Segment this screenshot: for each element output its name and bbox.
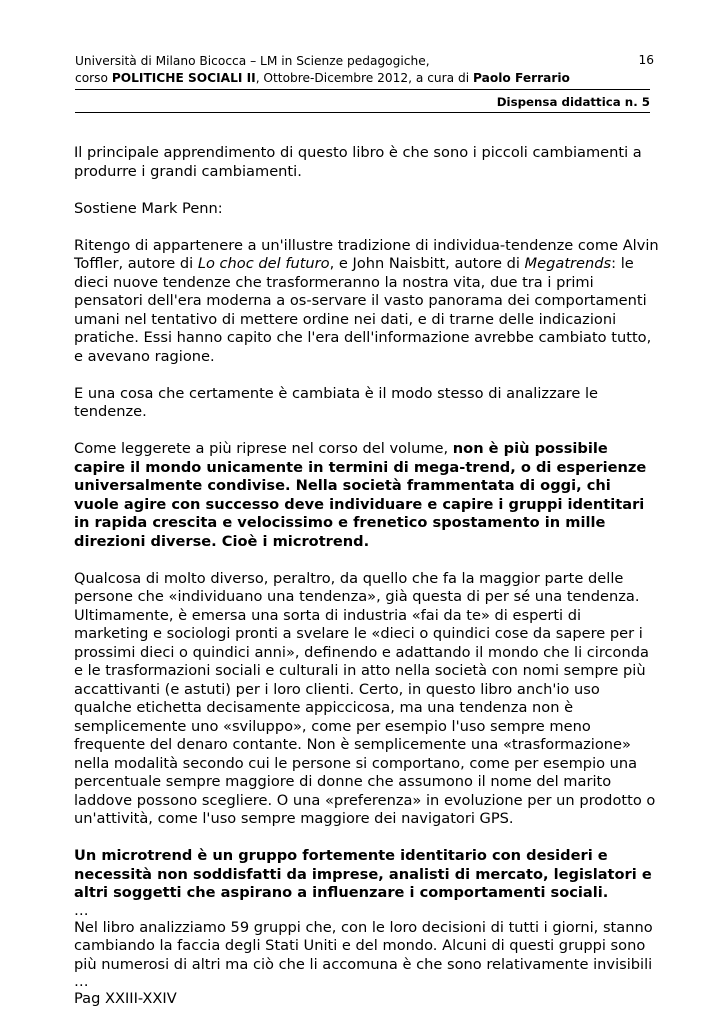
header-bottom-divider: [75, 112, 650, 113]
book-title-megatrends: Megatrends: [524, 255, 612, 272]
paragraph-tradition: [74, 237, 659, 367]
paragraph-microtrend-bold: non è più possibile capire il mondo unicamente in termini di mega-trend, o di esperienze universalmente condivise. Nella società frammentata di oggi, chi vuole agire con successo deve individuare e capire i gruppi identitari in rapida crescita e velocissimo e frenetico spostamento in mille direzioni diverse. Cioè i microtrend.: [74, 440, 647, 550]
paragraph-microtrend: [74, 440, 659, 551]
header-author: Paolo Ferrario: [473, 71, 570, 85]
paragraph-microtrend-lead: Come leggerete a più riprese nel corso del volume,: [74, 440, 453, 457]
ellipsis-2: …: [74, 973, 89, 990]
paragraph-tradition-part2: , e John Naisbitt, autore di: [329, 255, 525, 272]
dispensa-label: Dispensa didattica n. 5: [496, 95, 650, 109]
header-course-line: [75, 70, 665, 87]
header-course-prefix: corso: [75, 71, 112, 85]
header-course-dates: , Ottobre-Dicembre 2012, a cura di: [255, 71, 473, 85]
paragraph-tradition-part1: Ritengo di appartenere a un'illustre tradizione di individua-tendenze come Alvin Toffler, autore di: [74, 236, 659, 272]
paragraph-groups: Nel libro analizziamo 59 gruppi che, con le loro decisioni di tutti i giorni, stanno cambiando la faccia degli Stati Uniti e del mondo. Alcuni di questi gruppi sono più numerosi di altri ma ciò che li accomuna è che sono relativamente invisibili: [74, 918, 653, 973]
microtrend-definition-bold: Un microtrend è un gruppo fortemente identitario con desideri e necessità non soddisfatti da imprese, analisti di mercato, legislatori e altri soggetti che aspirano a influenzare i comportamenti sociali.: [74, 847, 652, 901]
page-reference: Pag XXIII-XXIV: [74, 990, 177, 1007]
header-course-name: POLITICHE SOCIALI II: [111, 71, 256, 85]
paragraph-quote-intro: Sostiene Mark Penn:: [74, 199, 223, 217]
paragraph-intro: Il principale apprendimento di questo libro è che sono i piccoli cambiamenti a produrre i grandi cambiamenti.: [74, 144, 642, 180]
page-number: 16: [638, 53, 654, 67]
page-header: [75, 53, 665, 87]
header-divider: [75, 89, 650, 90]
paragraph-individuate: Qualcosa di molto diverso, peraltro, da quello che fa la maggior parte delle persone che «individuano una tendenza», già questa di per sé una tendenza. Ultimamente, è emersa una sorta di industria «fai da te» di esperti di marketing e sociologi pronti a svelare le «dieci o quindici cose da sapere per i prossimi dieci o quindici anni», definendo e adattando il mondo che li circonda e le trasformazioni sociali e culturali in atto nella società con nomi sempre più accattivanti (e astuti) per i loro clienti. Certo, in questo libro anch'io uso qualche etichetta decisamente appiccicosa, ma una tendenza non è semplicemente uno «sviluppo», come per esempio l'uso sempre meno frequente del denaro contante. Non è semplicemente una «trasformazione» nella modalità secondo cui le persone si comportano, come per esempio una percentuale sempre maggiore di donne che assumono il nome del marito laddove possono scegliere. O una «preferenza» in evoluzione per un prodotto o un'attività, come l'uso sempre maggiore dei navigatori GPS.: [74, 569, 656, 827]
paragraph-definition: [74, 847, 659, 903]
paragraph-trends-changed: E una cosa che certamente è cambiata è il modo stesso di analizzare le tendenze.: [74, 384, 598, 420]
ellipsis-1: …: [74, 901, 89, 919]
paragraph-tradition-part3: : le dieci nuove tendenze che trasformeranno la nostra vita, due tra i primi pensatori dell'era moderna a os-servare il vasto panorama dei comportamenti umani nel tentativo di mettere ordine nei dati, e di trarne delle indicazioni pratiche. Essi hanno capito che l'era dell'informazione avrebbe cambiato tutto, e avevano ragione.: [74, 255, 652, 365]
book-title-choc: Lo choc del futuro: [197, 255, 330, 272]
header-university-line: Università di Milano Bicocca – LM in Scienze pedagogiche,: [75, 54, 430, 68]
document-body: [74, 144, 659, 1009]
